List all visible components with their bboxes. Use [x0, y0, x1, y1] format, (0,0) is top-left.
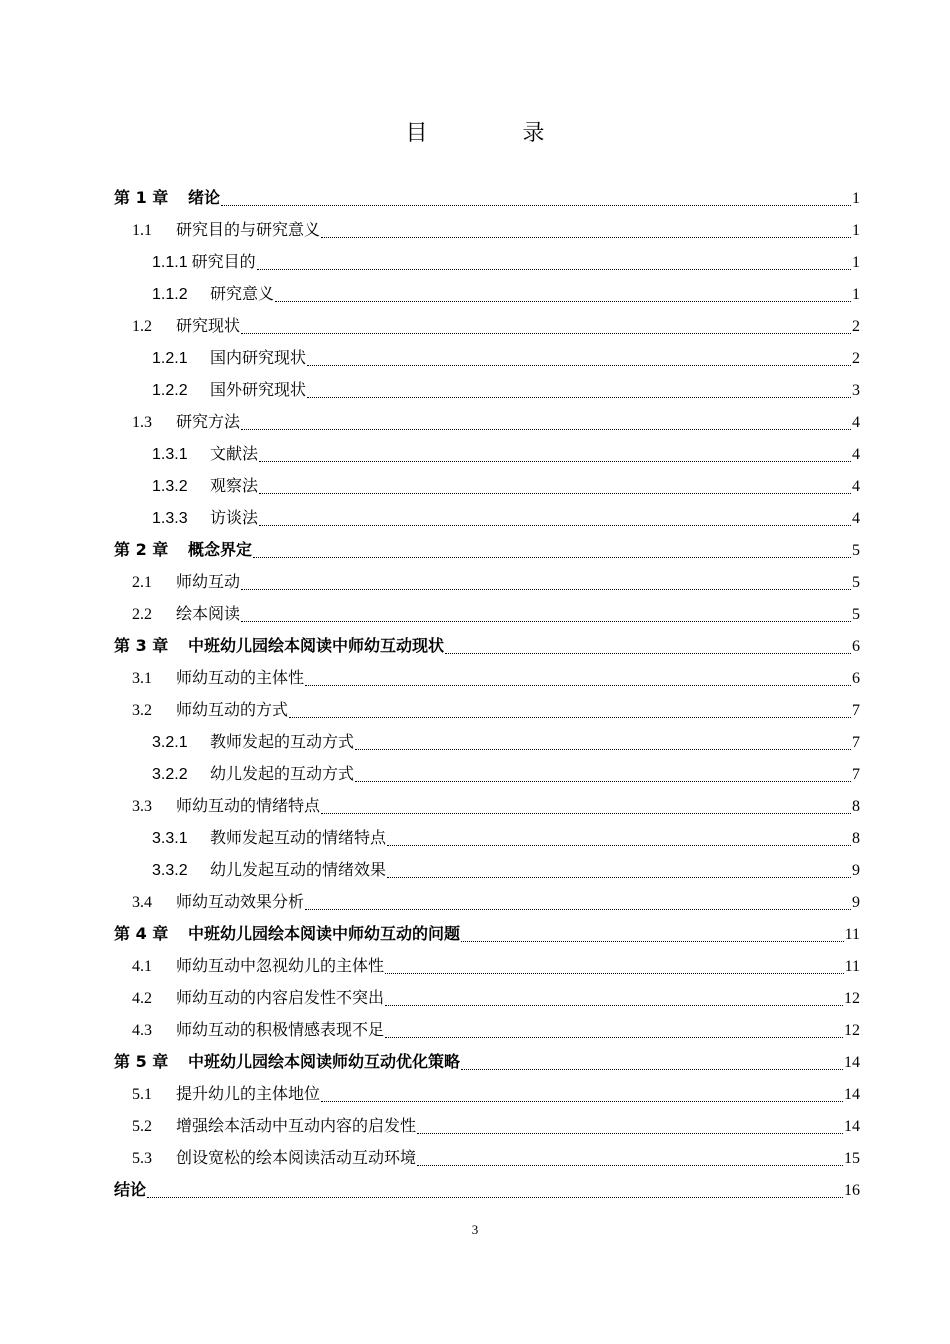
- toc-entry-number: 1.1.1: [152, 254, 188, 271]
- toc-entry-page: 5: [852, 542, 860, 559]
- toc-entry-page: 12: [844, 990, 860, 1007]
- toc-entry-label: 师幼互动中忽视幼儿的主体性: [176, 956, 385, 975]
- dot-leader: [355, 749, 851, 750]
- toc-entry-number: 3.3: [132, 798, 152, 815]
- dot-leader: [307, 397, 851, 398]
- dot-leader: [445, 653, 851, 654]
- page-number: 3: [471, 1222, 479, 1237]
- toc-entry-number: 第 2 章: [114, 540, 169, 559]
- toc-entry-label: 师幼互动: [176, 572, 241, 591]
- toc-entry[interactable]: [114, 502, 860, 534]
- toc-entry-number: 3.2: [132, 702, 152, 719]
- toc-entry-page: 1: [852, 254, 860, 271]
- dot-leader: [321, 237, 851, 238]
- toc-entry-number: 5.1: [132, 1086, 152, 1103]
- toc-entry[interactable]: [114, 1014, 860, 1046]
- dot-leader: [259, 525, 851, 526]
- toc-entry-page: 9: [852, 894, 860, 911]
- dot-leader: [417, 1165, 843, 1166]
- page-title: 目 录: [405, 121, 589, 146]
- toc-entry-label: 国内研究现状: [210, 348, 307, 367]
- toc-entry-number: 1.3: [132, 414, 152, 431]
- toc-entry-page: 5: [852, 574, 860, 591]
- dot-leader: [305, 909, 851, 910]
- toc-entry-label: 概念界定: [188, 540, 253, 559]
- toc-entry-label: 研究意义: [210, 284, 275, 303]
- toc-entry[interactable]: [114, 374, 860, 406]
- dot-leader: [289, 717, 851, 718]
- toc-entry-label: 绪论: [188, 188, 221, 207]
- toc-entry-page: 2: [852, 350, 860, 367]
- toc-entry[interactable]: [114, 470, 860, 502]
- toc-entry[interactable]: [114, 406, 860, 438]
- dot-leader: [417, 1133, 843, 1134]
- toc-entry-label: 教师发起的互动方式: [210, 732, 355, 751]
- toc-entry[interactable]: [114, 1046, 860, 1078]
- dot-leader: [387, 845, 851, 846]
- toc-entry-label: 研究目的: [191, 252, 256, 271]
- table-of-contents: [114, 182, 860, 1206]
- toc-entry-page: 1: [852, 222, 860, 239]
- toc-entry-number: 1.1: [132, 222, 152, 239]
- toc-entry-page: 11: [844, 958, 860, 975]
- toc-entry[interactable]: [114, 534, 860, 566]
- toc-entry-label: 文献法: [210, 444, 259, 463]
- toc-entry-number: 4.1: [132, 958, 152, 975]
- toc-entry-label: 幼儿发起互动的情绪效果: [210, 860, 387, 879]
- dot-leader: [259, 461, 851, 462]
- dot-leader: [257, 269, 851, 270]
- dot-leader: [147, 1197, 843, 1198]
- toc-entry[interactable]: [114, 950, 860, 982]
- toc-entry[interactable]: [114, 438, 860, 470]
- toc-entry[interactable]: [114, 822, 860, 854]
- dot-leader: [241, 333, 851, 334]
- dot-leader: [321, 813, 851, 814]
- dot-leader: [385, 1005, 843, 1006]
- toc-entry-page: 7: [852, 734, 860, 751]
- toc-entry-number: 3.4: [132, 894, 152, 911]
- dot-leader: [275, 301, 851, 302]
- toc-entry-page: 14: [844, 1086, 860, 1103]
- toc-entry[interactable]: [114, 694, 860, 726]
- toc-entry-number: 3.2.1: [152, 734, 188, 751]
- toc-entry[interactable]: [114, 758, 860, 790]
- toc-entry-number: 5.2: [132, 1118, 152, 1135]
- toc-entry-page: 1: [852, 190, 860, 207]
- toc-entry-label: 提升幼儿的主体地位: [176, 1084, 321, 1103]
- toc-entry-label: 访谈法: [210, 508, 259, 527]
- toc-entry-page: 16: [844, 1182, 860, 1199]
- toc-entry-number: 3.3.2: [152, 862, 188, 879]
- dot-leader: [385, 973, 844, 974]
- toc-entry-page: 9: [852, 862, 860, 879]
- toc-entry-label: 中班幼儿园绘本阅读中师幼互动现状: [188, 636, 445, 655]
- dot-leader: [253, 557, 851, 558]
- toc-entry-label: 创设宽松的绘本阅读活动互动环境: [176, 1148, 417, 1167]
- toc-entry-label: 教师发起互动的情绪特点: [210, 828, 387, 847]
- toc-entry[interactable]: [114, 982, 860, 1014]
- toc-entry[interactable]: [114, 1174, 860, 1206]
- toc-entry-number: 4.3: [132, 1022, 152, 1039]
- dot-leader: [241, 589, 851, 590]
- toc-entry[interactable]: [114, 886, 860, 918]
- toc-entry[interactable]: [114, 342, 860, 374]
- toc-entry[interactable]: [114, 598, 860, 630]
- toc-entry-label: 观察法: [210, 476, 259, 495]
- toc-entry[interactable]: [114, 662, 860, 694]
- toc-entry-page: 4: [852, 414, 860, 431]
- toc-entry-page: 1: [852, 286, 860, 303]
- toc-entry-page: 6: [852, 638, 860, 655]
- toc-entry[interactable]: [114, 790, 860, 822]
- toc-entry[interactable]: [114, 182, 860, 214]
- toc-entry-page: 5: [852, 606, 860, 623]
- toc-entry-number: 3.1: [132, 670, 152, 687]
- toc-entry-page: 2: [852, 318, 860, 335]
- toc-entry-number: 1.3.1: [152, 446, 188, 463]
- toc-entry[interactable]: [114, 1142, 860, 1174]
- toc-entry-label: 增强绘本活动中互动内容的启发性: [176, 1116, 417, 1135]
- toc-entry[interactable]: [114, 246, 860, 278]
- toc-entry-label: 研究目的与研究意义: [176, 220, 321, 239]
- dot-leader: [241, 621, 851, 622]
- toc-entry[interactable]: [114, 918, 860, 950]
- toc-entry-label: 幼儿发起的互动方式: [210, 764, 355, 783]
- toc-entry[interactable]: [114, 630, 860, 662]
- toc-entry-number: 3.2.2: [152, 766, 188, 783]
- dot-leader: [321, 1101, 843, 1102]
- toc-entry-page: 7: [852, 702, 860, 719]
- toc-entry[interactable]: [114, 1110, 860, 1142]
- toc-entry-number: 1.2.2: [152, 382, 188, 399]
- toc-entry-page: 14: [844, 1118, 860, 1135]
- toc-entry-label: 研究方法: [176, 412, 241, 431]
- toc-entry-label: 师幼互动的主体性: [176, 668, 305, 687]
- dot-leader: [259, 493, 851, 494]
- toc-entry[interactable]: [114, 278, 860, 310]
- toc-entry-page: 11: [844, 926, 860, 943]
- toc-entry[interactable]: [114, 1078, 860, 1110]
- toc-entry-number: 第 5 章: [114, 1052, 169, 1071]
- dot-leader: [221, 205, 851, 206]
- toc-entry-number: 1.2: [132, 318, 152, 335]
- dot-leader: [385, 1037, 843, 1038]
- dot-leader: [461, 941, 844, 942]
- toc-entry-number: 1.3.2: [152, 478, 188, 495]
- toc-entry-label: 师幼互动的方式: [176, 700, 289, 719]
- toc-entry-page: 8: [852, 830, 860, 847]
- toc-entry-label: 中班幼儿园绘本阅读师幼互动优化策略: [188, 1052, 461, 1071]
- toc-entry[interactable]: [114, 854, 860, 886]
- toc-entry-page: 8: [852, 798, 860, 815]
- toc-entry-label: 中班幼儿园绘本阅读中师幼互动的问题: [188, 924, 461, 943]
- dot-leader: [355, 781, 851, 782]
- toc-entry-label: 国外研究现状: [210, 380, 307, 399]
- toc-entry-page: 4: [852, 446, 860, 463]
- toc-entry[interactable]: [114, 310, 860, 342]
- toc-entry-page: 7: [852, 766, 860, 783]
- toc-entry-page: 12: [844, 1022, 860, 1039]
- toc-entry-number: 第 3 章: [114, 636, 169, 655]
- toc-entry-page: 3: [852, 382, 860, 399]
- dot-leader: [387, 877, 851, 878]
- toc-entry-number: 1.3.3: [152, 510, 188, 527]
- toc-entry-number: 第 4 章: [114, 924, 169, 943]
- dot-leader: [305, 685, 851, 686]
- toc-entry-label: 师幼互动效果分析: [176, 892, 305, 911]
- toc-entry-number: 4.2: [132, 990, 152, 1007]
- toc-entry[interactable]: [114, 726, 860, 758]
- toc-entry-page: 4: [852, 478, 860, 495]
- toc-entry-label: 研究现状: [176, 316, 241, 335]
- toc-entry[interactable]: [114, 214, 860, 246]
- toc-entry-number: 第 1 章: [114, 188, 169, 207]
- toc-entry-number: 2.1: [132, 574, 152, 591]
- toc-entry-number: 3.3.1: [152, 830, 188, 847]
- toc-entry-label: 师幼互动的内容启发性不突出: [176, 988, 385, 1007]
- toc-entry-label: 绘本阅读: [176, 604, 241, 623]
- toc-entry-number: 1.2.1: [152, 350, 188, 367]
- toc-entry-number: 1.1.2: [152, 286, 188, 303]
- toc-entry-label: 结论: [114, 1180, 147, 1199]
- toc-entry-page: 4: [852, 510, 860, 527]
- dot-leader: [461, 1069, 843, 1070]
- toc-entry[interactable]: [114, 566, 860, 598]
- toc-entry-page: 14: [844, 1054, 860, 1071]
- toc-entry-page: 6: [852, 670, 860, 687]
- toc-entry-number: 2.2: [132, 606, 152, 623]
- toc-entry-label: 师幼互动的积极情感表现不足: [176, 1020, 385, 1039]
- dot-leader: [307, 365, 851, 366]
- toc-entry-page: 15: [844, 1150, 860, 1167]
- toc-entry-label: 师幼互动的情绪特点: [176, 796, 321, 815]
- dot-leader: [241, 429, 851, 430]
- toc-entry-number: 5.3: [132, 1150, 152, 1167]
